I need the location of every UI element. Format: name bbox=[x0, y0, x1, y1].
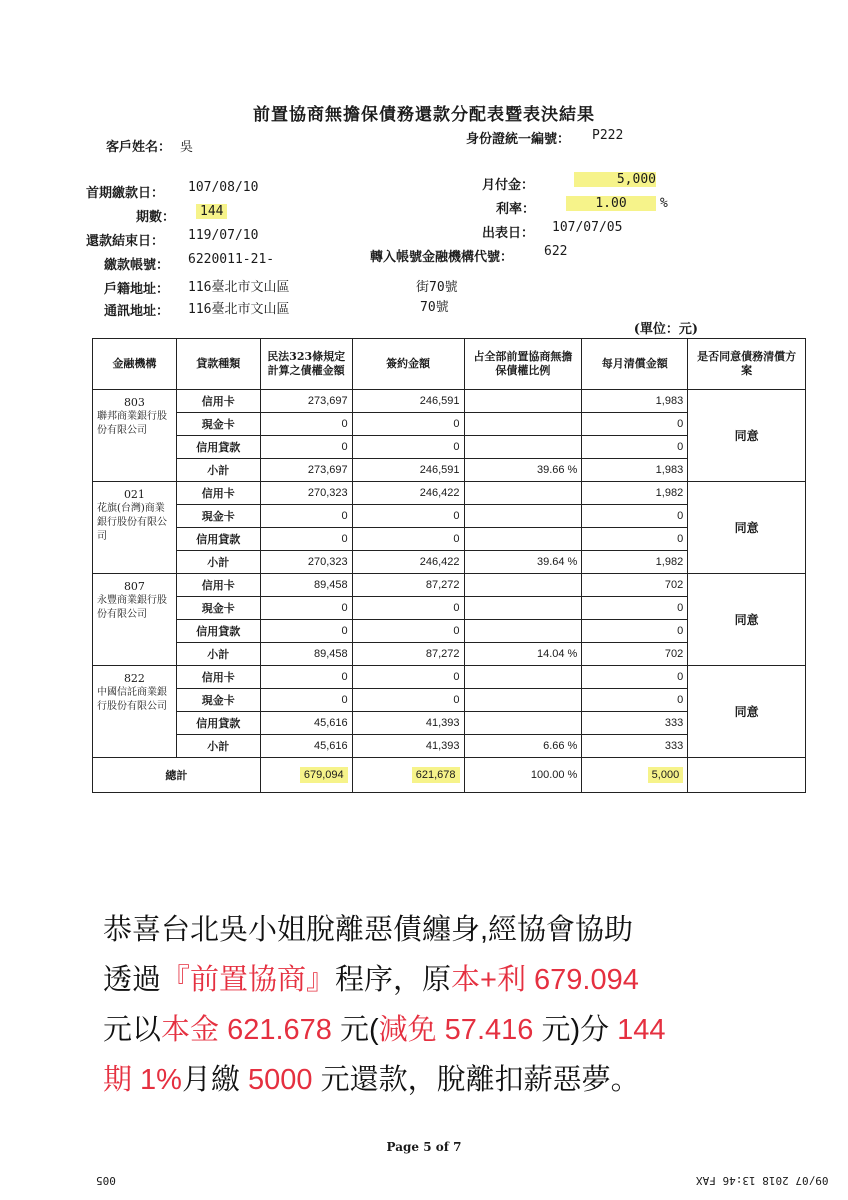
monthly-payment: 0 bbox=[582, 436, 688, 459]
table-row bbox=[93, 482, 806, 505]
bank-code: 803 bbox=[123, 396, 145, 409]
claim-amount: 0 bbox=[260, 689, 352, 712]
monthly-payment: 1,982 bbox=[582, 482, 688, 505]
total-claim-value: 679,094 bbox=[300, 767, 348, 783]
loan-type: 信用貸款 bbox=[176, 620, 260, 643]
total-monthly-value: 5,000 bbox=[648, 767, 684, 783]
signed-amount: 0 bbox=[352, 528, 464, 551]
table-row bbox=[93, 390, 806, 413]
signed-amount: 0 bbox=[352, 597, 464, 620]
ratio bbox=[464, 597, 582, 620]
total-row bbox=[93, 758, 806, 793]
fax-stamp: 09/07 2018 13:46 FAX bbox=[695, 1174, 828, 1187]
client-name-label: 客戶姓名： bbox=[106, 140, 172, 155]
monthly-payment: 0 bbox=[582, 666, 688, 689]
monthly-amount: 5,000 bbox=[574, 172, 656, 187]
rate-unit: % bbox=[660, 196, 668, 211]
ratio bbox=[464, 620, 582, 643]
monthly-payment: 333 bbox=[582, 735, 688, 758]
end-date: 119/07/10 bbox=[188, 228, 259, 243]
account-label: 繳款帳號： bbox=[104, 258, 170, 273]
bank-cell bbox=[93, 482, 177, 574]
signed-amount: 41,393 bbox=[352, 735, 464, 758]
bank-name: 花旗(台灣)商業銀行股份有限公司 bbox=[97, 503, 167, 542]
loan-type: 信用貸款 bbox=[176, 436, 260, 459]
total-signed-value: 621,678 bbox=[412, 767, 460, 783]
bank-cell bbox=[93, 666, 177, 758]
ratio bbox=[464, 528, 582, 551]
transfer-code: 622 bbox=[544, 244, 568, 259]
unit-label: (單位：元) bbox=[633, 322, 698, 337]
signed-amount: 246,591 bbox=[352, 390, 464, 413]
signed-amount: 0 bbox=[352, 505, 464, 528]
ratio bbox=[464, 712, 582, 735]
monthly-payment: 0 bbox=[582, 689, 688, 712]
loan-type: 小計 bbox=[176, 643, 260, 666]
first-pay-label: 首期繳款日： bbox=[86, 186, 165, 201]
claim-amount: 89,458 bbox=[260, 574, 352, 597]
ratio bbox=[464, 390, 582, 413]
banner-text: 元還款，脫離扣薪惡夢。 bbox=[312, 1064, 640, 1096]
signed-amount: 246,591 bbox=[352, 459, 464, 482]
ratio: 6.66 % bbox=[464, 735, 582, 758]
document-title: 前置協商無擔保債務還款分配表暨表決結果 bbox=[253, 105, 595, 125]
claim-amount: 89,458 bbox=[260, 643, 352, 666]
total-label: 總計 bbox=[93, 758, 261, 793]
client-name: 吳 bbox=[180, 140, 194, 155]
repayment-table bbox=[92, 338, 806, 793]
loan-type: 小計 bbox=[176, 551, 260, 574]
claim-amount: 273,697 bbox=[260, 390, 352, 413]
claim-amount: 0 bbox=[260, 436, 352, 459]
claim-amount: 0 bbox=[260, 620, 352, 643]
header-claim: 民法323條規定計算之債權金額 bbox=[260, 339, 352, 390]
ratio: 14.04 % bbox=[464, 643, 582, 666]
ratio: 39.66 % bbox=[464, 459, 582, 482]
header-institution: 金融機構 bbox=[93, 339, 177, 390]
loan-type: 信用貸款 bbox=[176, 712, 260, 735]
header-agree: 是否同意債務清償方案 bbox=[688, 339, 806, 390]
claim-amount: 0 bbox=[260, 413, 352, 436]
total-agree-empty bbox=[688, 758, 806, 793]
monthly-payment: 702 bbox=[582, 574, 688, 597]
loan-type: 信用貸款 bbox=[176, 528, 260, 551]
claim-amount: 270,323 bbox=[260, 551, 352, 574]
total-monthly bbox=[582, 758, 688, 793]
total-ratio: 100.00 % bbox=[464, 758, 582, 793]
ratio: 39.64 % bbox=[464, 551, 582, 574]
monthly-payment: 333 bbox=[582, 712, 688, 735]
loan-type: 信用卡 bbox=[176, 574, 260, 597]
ratio bbox=[464, 482, 582, 505]
monthly-payment: 0 bbox=[582, 413, 688, 436]
bank-code: 807 bbox=[123, 580, 145, 593]
bank-name: 中國信託商業銀行股份有限公司 bbox=[97, 687, 167, 712]
monthly-payment: 0 bbox=[582, 505, 688, 528]
loan-type: 信用卡 bbox=[176, 482, 260, 505]
signed-amount: 41,393 bbox=[352, 712, 464, 735]
header-monthly: 每月清償金額 bbox=[582, 339, 688, 390]
bank-code: 822 bbox=[123, 672, 145, 685]
total-claim bbox=[260, 758, 352, 793]
ratio bbox=[464, 413, 582, 436]
loan-type: 現金卡 bbox=[176, 413, 260, 436]
banner-highlight: 期 1% bbox=[103, 1064, 182, 1096]
monthly-payment: 1,983 bbox=[582, 390, 688, 413]
loan-type: 現金卡 bbox=[176, 689, 260, 712]
signed-amount: 0 bbox=[352, 620, 464, 643]
agree-status: 同意 bbox=[688, 482, 806, 574]
signed-amount: 0 bbox=[352, 436, 464, 459]
signed-amount: 0 bbox=[352, 689, 464, 712]
account: 6220011-21- bbox=[188, 252, 275, 267]
loan-type: 現金卡 bbox=[176, 597, 260, 620]
page-number: Page 5 of 7 bbox=[386, 1140, 462, 1154]
claim-amount: 45,616 bbox=[260, 735, 352, 758]
signed-amount: 0 bbox=[352, 666, 464, 689]
agree-status: 同意 bbox=[688, 574, 806, 666]
claim-amount: 270,323 bbox=[260, 482, 352, 505]
claim-amount: 0 bbox=[260, 666, 352, 689]
mail-addr-label: 通訊地址： bbox=[104, 304, 170, 319]
bank-name: 永豐商業銀行股份有限公司 bbox=[97, 595, 167, 620]
header-signed: 簽約金額 bbox=[352, 339, 464, 390]
signed-amount: 0 bbox=[352, 413, 464, 436]
monthly-label: 月付金： bbox=[482, 178, 535, 193]
agree-status: 同意 bbox=[688, 390, 806, 482]
success-banner bbox=[103, 905, 803, 1105]
banner-text: 透過 bbox=[103, 964, 162, 996]
id-label: 身份證統一編號： bbox=[466, 132, 571, 147]
monthly-payment: 702 bbox=[582, 643, 688, 666]
signed-amount: 87,272 bbox=[352, 643, 464, 666]
table-row bbox=[93, 666, 806, 689]
banner-highlight: 『前置協商』 bbox=[161, 964, 336, 996]
ratio bbox=[464, 666, 582, 689]
claim-amount: 0 bbox=[260, 528, 352, 551]
monthly-payment: 0 bbox=[582, 620, 688, 643]
reg-addr-tail: 街70號 bbox=[416, 280, 458, 295]
total-signed bbox=[352, 758, 464, 793]
fax-page: 005 bbox=[96, 1174, 116, 1187]
bank-cell bbox=[93, 574, 177, 666]
claim-amount: 0 bbox=[260, 505, 352, 528]
rate-value: 1.00 bbox=[566, 196, 656, 211]
signed-amount: 87,272 bbox=[352, 574, 464, 597]
claim-amount: 273,697 bbox=[260, 459, 352, 482]
periods: 144 bbox=[196, 204, 227, 219]
banner-text: 恭喜台北吳小姐脫離惡債纏身,經協會協助 bbox=[103, 914, 634, 946]
mail-addr: 116臺北市文山區 bbox=[188, 302, 290, 317]
claim-amount: 45,616 bbox=[260, 712, 352, 735]
banner-text: 元( bbox=[331, 1014, 379, 1046]
header-ratio: 占全部前置協商無擔保債權比例 bbox=[464, 339, 582, 390]
banner-text: 月繳 bbox=[181, 1064, 249, 1096]
banner-highlight: 144 bbox=[617, 1014, 666, 1046]
monthly-payment: 0 bbox=[582, 528, 688, 551]
ratio bbox=[464, 689, 582, 712]
table-row bbox=[93, 574, 806, 597]
rate-label: 利率： bbox=[496, 202, 536, 217]
ratio bbox=[464, 505, 582, 528]
loan-type: 現金卡 bbox=[176, 505, 260, 528]
mail-addr-tail: 70號 bbox=[420, 300, 449, 315]
loan-type: 小計 bbox=[176, 459, 260, 482]
bank-cell bbox=[93, 390, 177, 482]
ratio bbox=[464, 436, 582, 459]
claim-amount: 0 bbox=[260, 597, 352, 620]
id-value: P222 bbox=[592, 128, 624, 143]
banner-text: 元以 bbox=[103, 1014, 162, 1046]
signed-amount: 246,422 bbox=[352, 551, 464, 574]
banner-highlight: 本+利 679.094 bbox=[451, 964, 639, 996]
banner-highlight: 5000 bbox=[248, 1064, 313, 1096]
loan-type: 信用卡 bbox=[176, 666, 260, 689]
end-date-label: 還款結束日： bbox=[86, 234, 165, 249]
transfer-label: 轉入帳號金融機構代號： bbox=[370, 250, 514, 265]
monthly-payment: 1,982 bbox=[582, 551, 688, 574]
ratio bbox=[464, 574, 582, 597]
banner-highlight: 減免 57.416 bbox=[378, 1014, 534, 1046]
periods-label: 期數： bbox=[136, 210, 176, 225]
bank-name: 聯邦商業銀行股份有限公司 bbox=[97, 411, 167, 436]
bank-code: 021 bbox=[123, 488, 145, 501]
agree-status: 同意 bbox=[688, 666, 806, 758]
monthly-payment: 0 bbox=[582, 597, 688, 620]
banner-text: 元)分 bbox=[533, 1014, 618, 1046]
issue-label: 出表日： bbox=[482, 226, 535, 241]
reg-addr: 116臺北市文山區 bbox=[188, 280, 290, 295]
monthly-payment: 1,983 bbox=[582, 459, 688, 482]
reg-addr-label: 戶籍地址： bbox=[104, 282, 170, 297]
banner-text: 程序，原 bbox=[335, 964, 452, 996]
table-header-row bbox=[93, 339, 806, 390]
first-pay-date: 107/08/10 bbox=[188, 180, 259, 195]
signed-amount: 246,422 bbox=[352, 482, 464, 505]
loan-type: 信用卡 bbox=[176, 390, 260, 413]
header-loan-type: 貸款種類 bbox=[176, 339, 260, 390]
loan-type: 小計 bbox=[176, 735, 260, 758]
banner-highlight: 本金 621.678 bbox=[161, 1014, 332, 1046]
issue-date: 107/07/05 bbox=[552, 220, 623, 235]
